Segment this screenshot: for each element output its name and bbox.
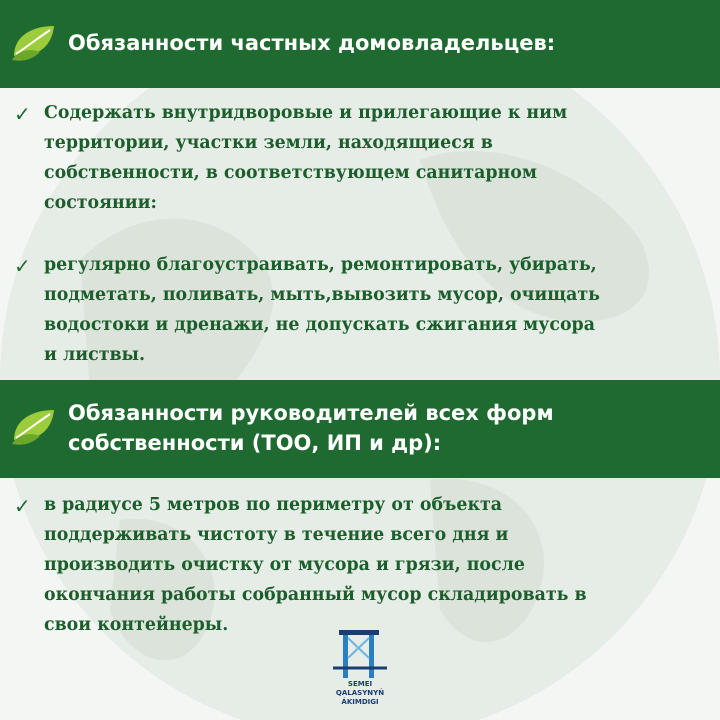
akimat-logo: [325, 628, 395, 718]
leaf-icon: [10, 20, 58, 64]
list-item-text: Содержать внутридворовые и прилегающие к ним территории, участки земли, находящиеся в собственности, в соответствующем санитарном состоянии:: [44, 103, 568, 213]
bridge-logo-icon: [325, 628, 395, 680]
section-title: Обязанности руководителей всех форм собственности (ТОО, ИП и др):: [68, 401, 554, 455]
section-title: Обязанности частных домовладельцев:: [68, 31, 556, 55]
list-item-text: регулярно благоустраивать, ремонтировать, убирать, подметать, поливать, мыть,вывозить мусор, очищать водостоки и дренажи, не допускать сжигания мусора и листвы.: [44, 255, 600, 365]
section-header-managers: [0, 380, 720, 478]
section-header-homeowners: [0, 0, 720, 88]
leaf-icon: [10, 404, 58, 448]
list-item-text: в радиусе 5 метров по периметру от объекта поддерживать чистоту в течение всего дня и производить очистку от мусора и грязи, после окончания работы собранный мусор складировать в свои контейнеры.: [44, 495, 587, 635]
logo-text: SEMEI QALASYNYŃ ÁKIMDIGI: [335, 680, 385, 706]
checkmark-icon: ✓: [14, 494, 31, 518]
checkmark-icon: ✓: [14, 254, 31, 278]
checkmark-icon: ✓: [14, 102, 31, 126]
